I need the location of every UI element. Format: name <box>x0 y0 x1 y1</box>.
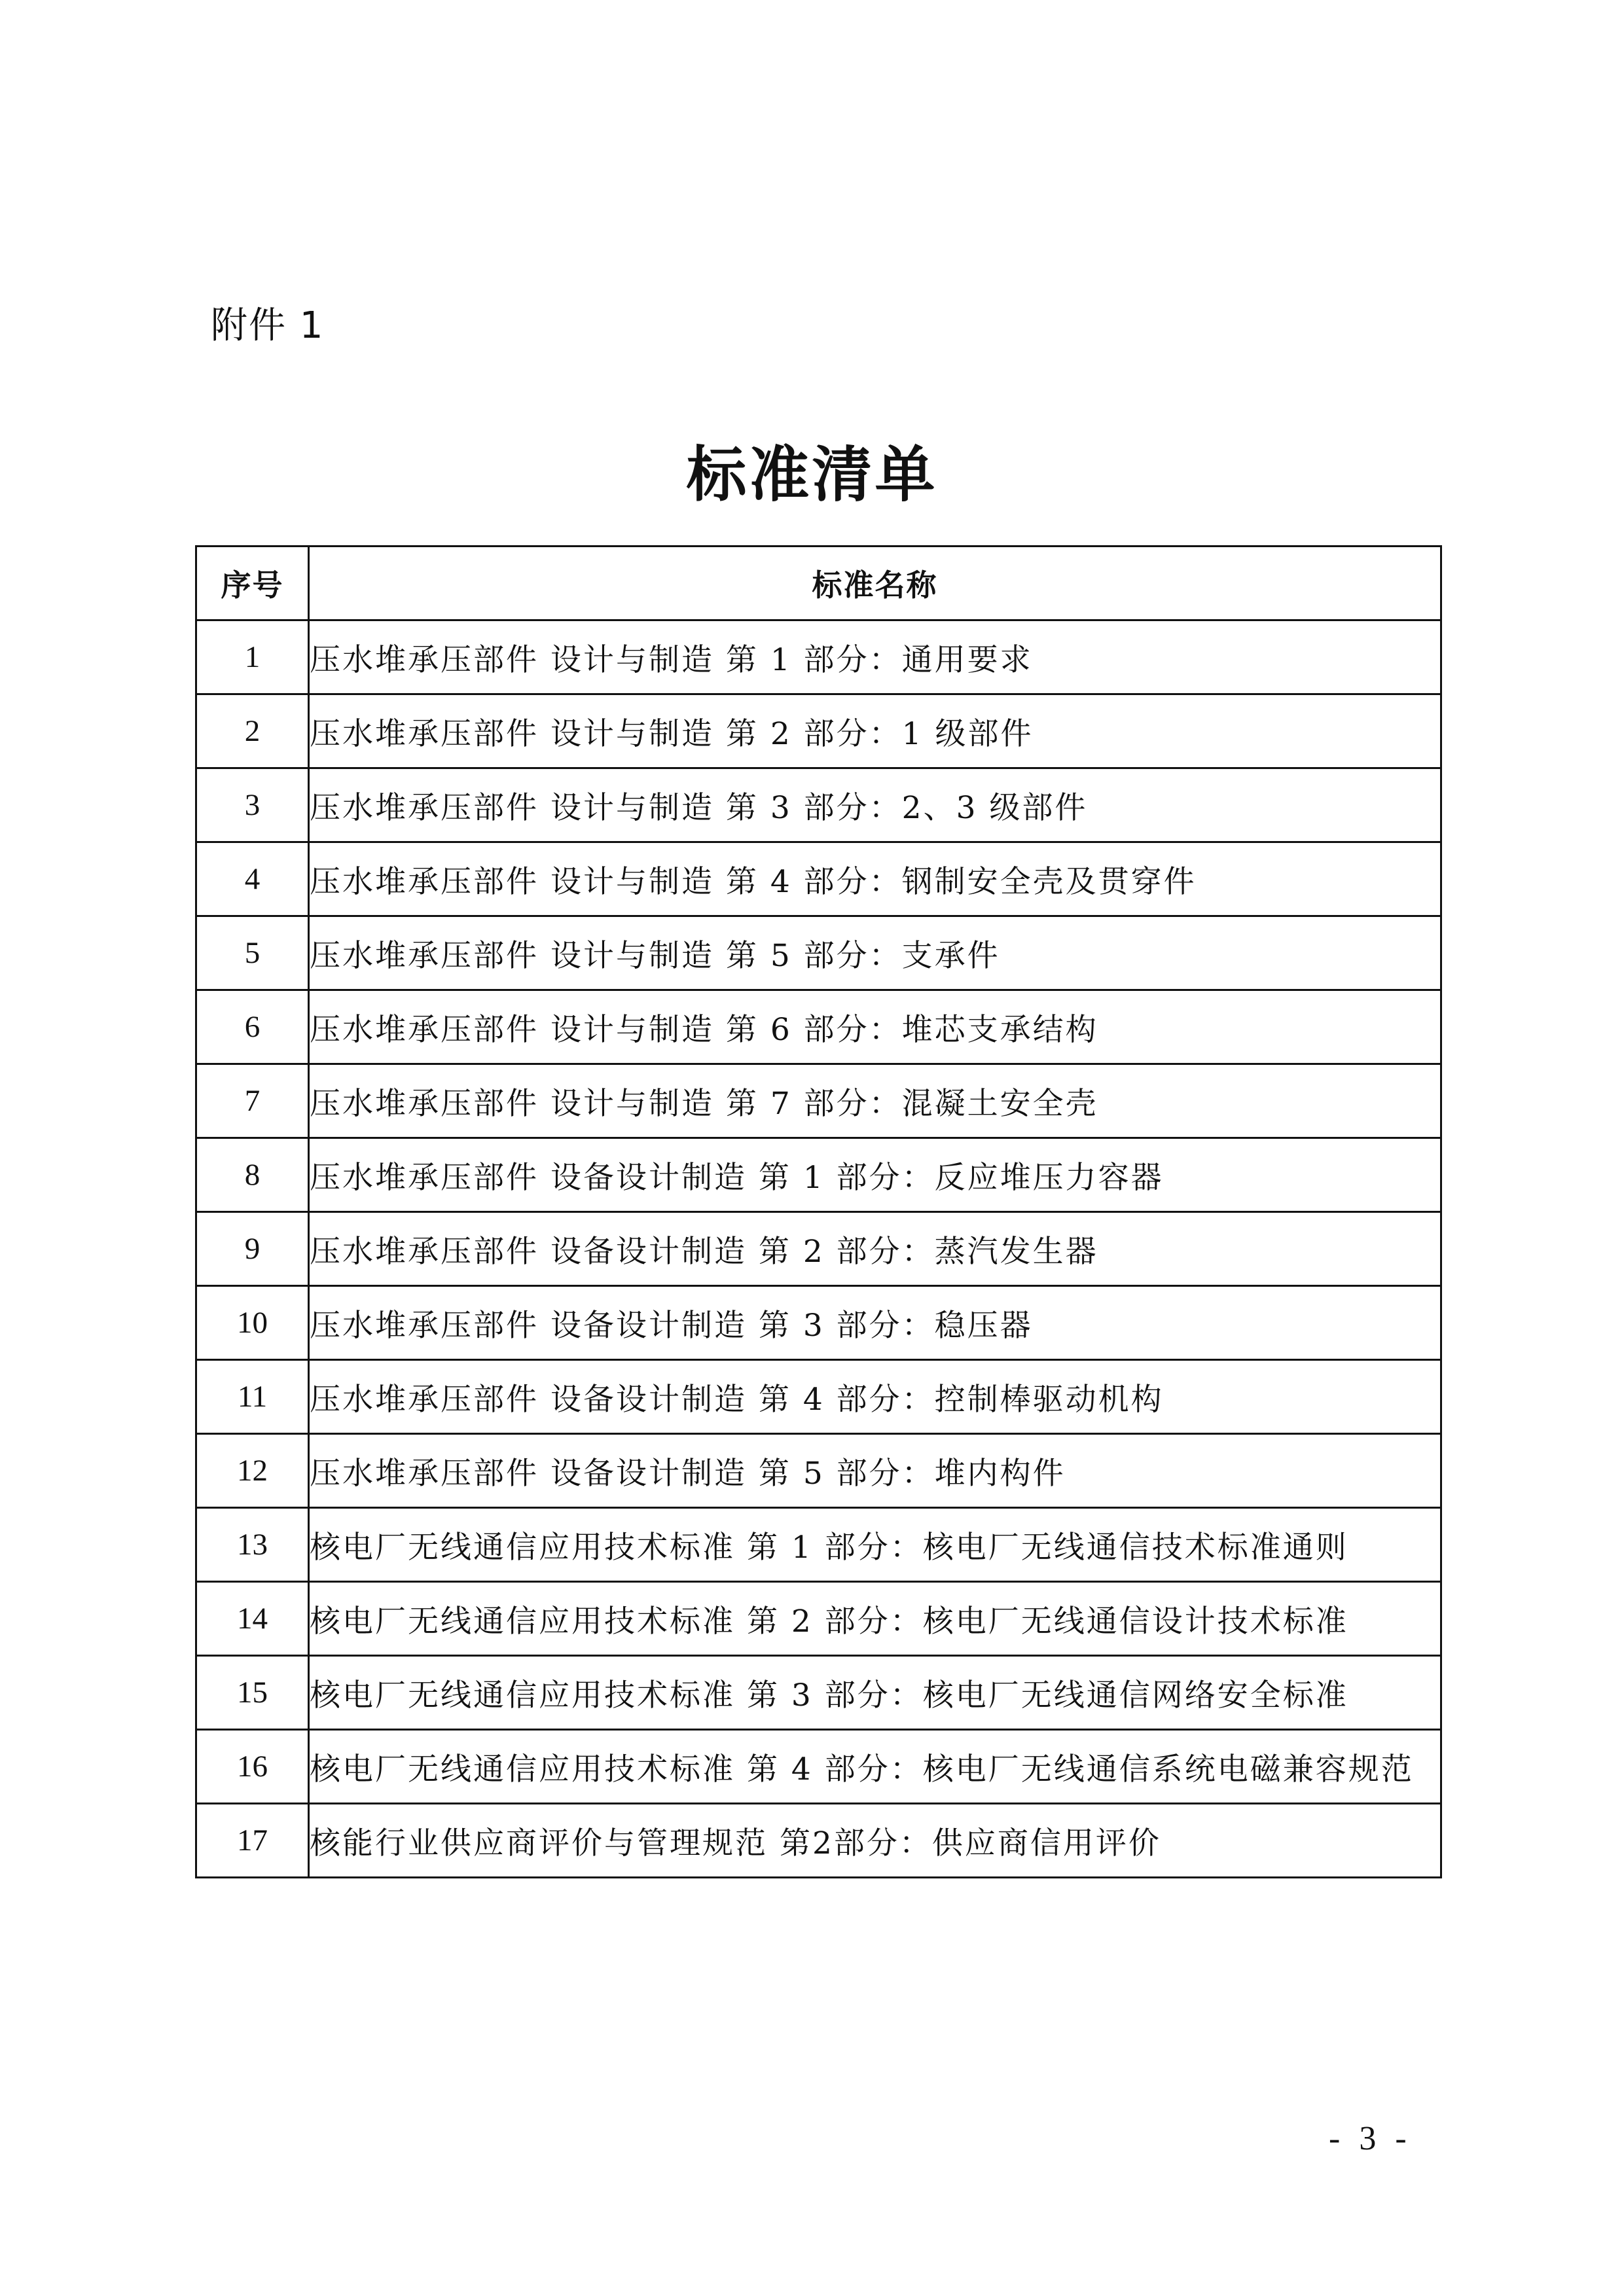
row-standard-name: 压水堆承压部件 设计与制造 第 3 部分：2、3 级部件 <box>309 768 1441 842</box>
table-row <box>196 1360 1441 1434</box>
row-standard-name: 压水堆承压部件 设备设计制造 第 5 部分：堆内构件 <box>309 1434 1441 1508</box>
table-row <box>196 990 1441 1064</box>
standards-table <box>195 545 1442 1878</box>
header-standard-name: 标准名称 <box>309 547 1441 620</box>
row-standard-name: 压水堆承压部件 设备设计制造 第 1 部分：反应堆压力容器 <box>309 1138 1441 1212</box>
table-row <box>196 694 1441 768</box>
row-number: 13 <box>196 1508 309 1582</box>
row-standard-name: 核电厂无线通信应用技术标准 第 3 部分：核电厂无线通信网络安全标准 <box>309 1656 1441 1730</box>
row-number: 2 <box>196 694 309 768</box>
page-number: - 3 - <box>1329 2120 1412 2157</box>
table-row <box>196 1212 1441 1286</box>
row-standard-name: 压水堆承压部件 设备设计制造 第 3 部分：稳压器 <box>309 1286 1441 1360</box>
row-number: 9 <box>196 1212 309 1286</box>
table-row <box>196 1508 1441 1582</box>
table-row <box>196 1582 1441 1656</box>
table-row <box>196 768 1441 842</box>
row-standard-name: 压水堆承压部件 设计与制造 第 7 部分：混凝土安全壳 <box>309 1064 1441 1138</box>
table-row <box>196 1434 1441 1508</box>
row-number: 16 <box>196 1730 309 1804</box>
row-standard-name: 压水堆承压部件 设计与制造 第 4 部分：钢制安全壳及贯穿件 <box>309 842 1441 916</box>
table-row <box>196 1804 1441 1878</box>
row-number: 3 <box>196 768 309 842</box>
row-number: 6 <box>196 990 309 1064</box>
row-number: 11 <box>196 1360 309 1434</box>
table-row <box>196 842 1441 916</box>
table-row <box>196 1064 1441 1138</box>
row-number: 12 <box>196 1434 309 1508</box>
attachment-label: 附件 1 <box>211 304 325 347</box>
row-standard-name: 压水堆承压部件 设计与制造 第 6 部分：堆芯支承结构 <box>309 990 1441 1064</box>
table-row <box>196 1656 1441 1730</box>
row-standard-name: 压水堆承压部件 设备设计制造 第 4 部分：控制棒驱动机构 <box>309 1360 1441 1434</box>
row-standard-name: 压水堆承压部件 设计与制造 第 1 部分：通用要求 <box>309 620 1441 694</box>
row-number: 14 <box>196 1582 309 1656</box>
table-body <box>196 620 1441 1878</box>
table-row <box>196 1730 1441 1804</box>
row-standard-name: 核电厂无线通信应用技术标准 第 2 部分：核电厂无线通信设计技术标准 <box>309 1582 1441 1656</box>
table-row <box>196 916 1441 990</box>
row-number: 4 <box>196 842 309 916</box>
row-number: 1 <box>196 620 309 694</box>
row-standard-name: 压水堆承压部件 设计与制造 第 2 部分：1 级部件 <box>309 694 1441 768</box>
row-number: 15 <box>196 1656 309 1730</box>
row-standard-name: 核电厂无线通信应用技术标准 第 4 部分：核电厂无线通信系统电磁兼容规范 <box>309 1730 1441 1804</box>
table-row <box>196 1138 1441 1212</box>
row-number: 10 <box>196 1286 309 1360</box>
table-row <box>196 1286 1441 1360</box>
document-title: 标准清单 <box>686 439 938 510</box>
row-standard-name: 核电厂无线通信应用技术标准 第 1 部分：核电厂无线通信技术标准通则 <box>309 1508 1441 1582</box>
row-number: 7 <box>196 1064 309 1138</box>
table-header-row <box>196 547 1441 620</box>
row-number: 17 <box>196 1804 309 1878</box>
row-standard-name: 压水堆承压部件 设计与制造 第 5 部分：支承件 <box>309 916 1441 990</box>
header-number: 序号 <box>196 547 309 620</box>
row-standard-name: 核能行业供应商评价与管理规范 第2部分：供应商信用评价 <box>309 1804 1441 1878</box>
row-standard-name: 压水堆承压部件 设备设计制造 第 2 部分：蒸汽发生器 <box>309 1212 1441 1286</box>
row-number: 8 <box>196 1138 309 1212</box>
row-number: 5 <box>196 916 309 990</box>
table-row <box>196 620 1441 694</box>
